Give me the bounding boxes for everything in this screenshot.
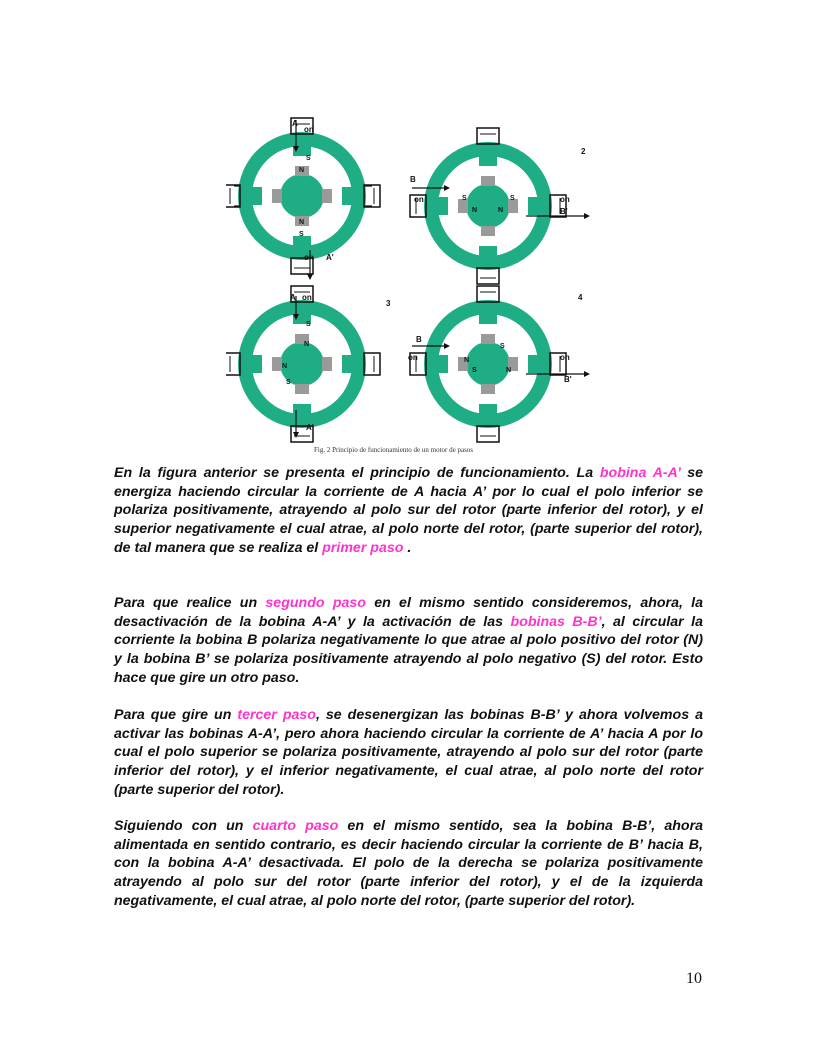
panel-2-label-b-prime: B' <box>560 207 568 216</box>
pole-label: N <box>498 207 504 214</box>
pole-label: N <box>299 219 305 226</box>
paragraph-1: En la figura anterior se presenta el principio de funcionamiento. La bobina A-A’ se energiza haciendo circular la corriente de A hacia A’ por lo cual el polo inferior se polariza positivamente, atrayendo al polo sur del rotor (parte inferior del rotor), y el superior negativamente el cual atrae, al polo norte del rotor, (parte superior del rotor), de tal manera que se realiza el primer paso . <box>114 465 703 556</box>
panel-4-number: 4 <box>578 293 583 302</box>
pole-label: S <box>299 231 304 238</box>
panel-2-number: 2 <box>581 147 586 156</box>
pole-label: S <box>500 343 505 350</box>
page-number: 10 <box>686 970 702 987</box>
panel-1 <box>226 118 380 280</box>
panel-3-label-a-prime: A' <box>306 423 314 432</box>
pole-label: N <box>304 341 310 348</box>
pole-label: N <box>299 167 305 174</box>
panel-3-label-on: on <box>302 293 312 302</box>
pole-label: S <box>462 195 467 202</box>
panel-1-label-a-prime: A' <box>326 253 334 262</box>
pole-label: N <box>464 357 470 364</box>
panel-4-label-on-left: on <box>408 353 418 362</box>
panel-1-label-on-top: on <box>304 125 314 134</box>
panel-4-label-on-right: on <box>560 353 570 362</box>
paragraph-4: Siguiendo con un cuarto paso en el mismo sentido, sea la bobina B-B’, ahora alimentada en sentido contrario, es decir haciendo circular la corriente de B’ hacia B, con la bobina A-A’ desactivada. El polo de la derecha se polariza positivamente atrayendo al polo sur del rotor (parte inferior del rotor), y el de la izquierda negativamente, el cual atrae, al polo norte del rotor, (parte superior del rotor). <box>114 818 703 909</box>
paragraph-2: Para que realice un segundo paso en el mismo sentido consideremos, ahora, la desactivación de la bobina A-A’ y la activación de las bobinas B-B’, al circular la corriente la bobina B polariza negativamente lo que atrae al polo positivo del rotor (N) y la bobina B’ se polariza positivamente atrayendo al polo negativo (S) del rotor. Esto hace que gire un otro paso. <box>114 595 704 686</box>
panel-3-label-a: A <box>290 293 296 302</box>
panel-2-label-on-left: on <box>414 195 424 204</box>
panel-2-label-b: B <box>410 175 416 184</box>
panel-3-number: 3 <box>386 299 391 308</box>
paragraph-3: Para que gire un tercer paso, se desenergizan las bobinas B-B’ y ahora volvemos a activar las bobinas A-A’, pero ahora haciendo circular la corriente de A’ hacia A por lo cual el polo superior se polariza positivamente, atrayendo al polo sur del rotor (parte inferior del rotor), y el inferior negativamente, el cual atrae, al polo norte del rotor (parte superior del rotor). <box>114 707 703 798</box>
highlight-bobinas-b: bobinas B-B’ <box>510 613 602 630</box>
panel-4 <box>408 286 590 442</box>
stepper-motor-diagram <box>226 110 596 462</box>
highlight-bobina-a: bobina A-A’ <box>599 465 681 481</box>
panel-3 <box>226 286 391 442</box>
highlight-segundo-paso: segundo paso <box>265 595 366 611</box>
figure-caption: Fig. 2 Principio de funcionamiento de un motor de pasos <box>314 446 474 454</box>
highlight-primer-paso: primer paso <box>322 539 404 556</box>
panel-4-label-b-prime: B' <box>564 375 572 384</box>
pole-label: N <box>506 367 512 374</box>
highlight-cuarto-paso: cuarto paso <box>252 818 339 834</box>
pole-label: N <box>282 363 288 370</box>
stepper-motor-figure <box>226 110 596 462</box>
panel-1-label-a: A <box>292 119 298 128</box>
pole-label: S <box>286 379 291 386</box>
panel-4-label-b: B <box>416 335 422 344</box>
panel-1-label-on-bottom: on <box>304 253 314 262</box>
pole-label: S <box>472 367 477 374</box>
pole-label: S <box>306 321 311 328</box>
panel-2-label-on-right: on <box>560 195 570 204</box>
highlight-tercer-paso: tercer paso <box>237 707 316 723</box>
pole-label: N <box>472 207 478 214</box>
pole-label: S <box>306 155 311 162</box>
pole-label: S <box>510 195 515 202</box>
panel-2 <box>410 128 590 284</box>
